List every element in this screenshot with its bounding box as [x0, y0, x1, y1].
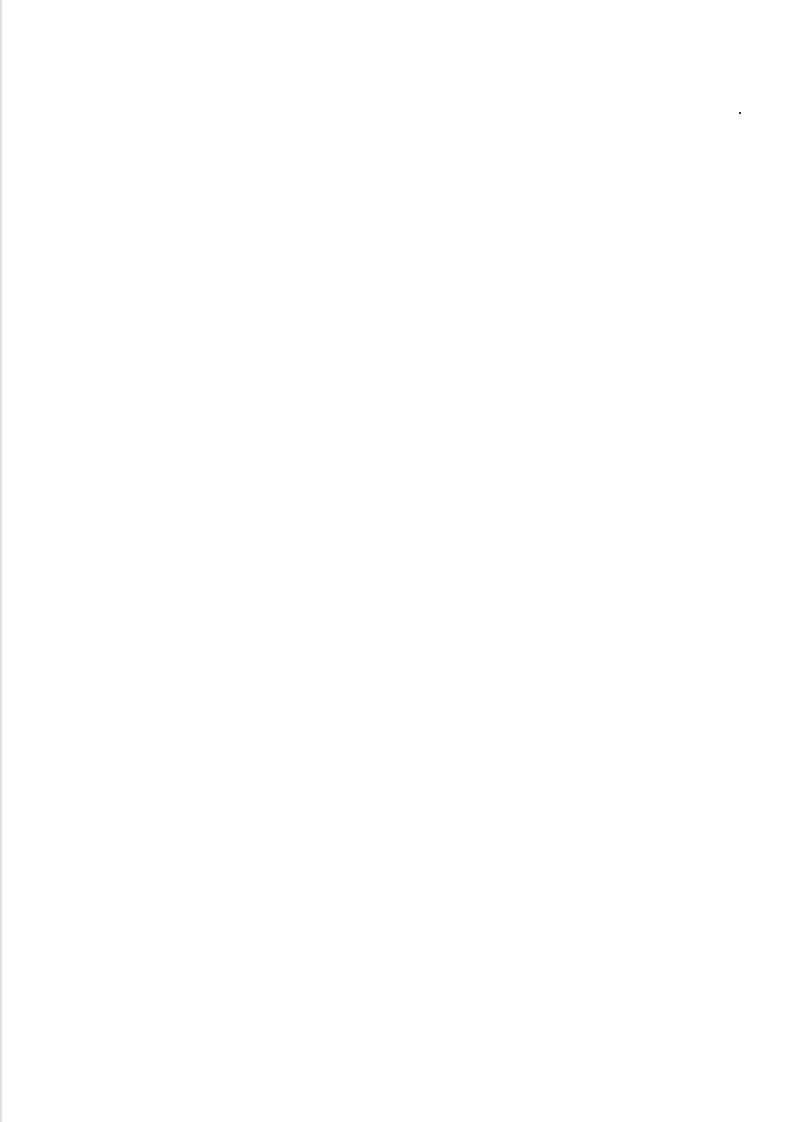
- scan-speck: [739, 112, 741, 114]
- page-edge-shadow: [0, 0, 3, 1122]
- article-1-line-1: [148, 384, 686, 410]
- article-2-line-1: [148, 593, 686, 619]
